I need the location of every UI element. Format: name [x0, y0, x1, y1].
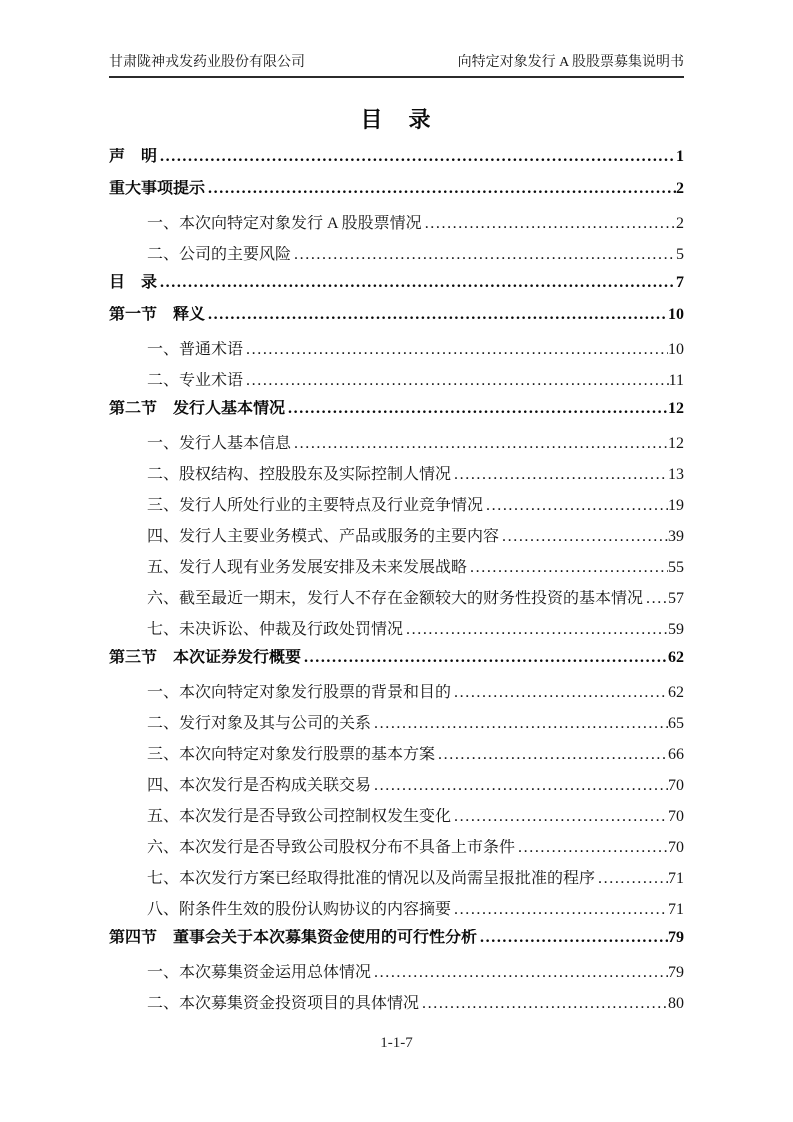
toc-entry-page: 5 — [676, 246, 684, 263]
toc-entry-label: 六、截至最近一期末，发行人不存在金额较大的财务性投资的基本情况 — [147, 590, 644, 607]
toc-leader-dots — [643, 590, 668, 607]
toc-entry — [109, 148, 684, 165]
toc-leader-dots — [422, 215, 676, 232]
toc-entry-label: 二、股权结构、控股股东及实际控制人情况 — [147, 466, 452, 483]
toc-entry-label: 五、发行人现有业务发展安排及未来发展战略 — [147, 559, 468, 576]
toc-entry — [109, 559, 684, 576]
toc-entry-page: 62 — [668, 649, 684, 666]
toc-leader-dots — [291, 246, 676, 263]
toc-entry — [109, 528, 684, 545]
toc-entry-label: 一、发行人基本信息 — [147, 435, 292, 452]
toc-entry-label: 声 明 — [109, 148, 158, 165]
toc-leader-dots — [243, 372, 669, 389]
toc-entry-label: 一、本次向特定对象发行股票的背景和目的 — [147, 684, 452, 701]
toc-leader-dots — [205, 180, 676, 197]
toc-leader-dots — [403, 621, 668, 638]
toc-entry-page: 59 — [668, 621, 684, 638]
toc-leader-dots — [435, 746, 668, 763]
toc-entry-label: 第二节 发行人基本情况 — [109, 400, 286, 417]
toc-entry — [109, 964, 684, 981]
toc-entry-page: 71 — [668, 870, 684, 887]
toc-leader-dots — [595, 870, 668, 887]
toc-entry-page: 55 — [668, 559, 684, 576]
toc-entry — [109, 839, 684, 856]
toc-entry-page: 39 — [668, 528, 684, 545]
toc-entry — [109, 715, 684, 732]
toc-leader-dots — [157, 148, 676, 165]
toc-leader-dots — [371, 715, 668, 732]
toc-entry-label: 八、附条件生效的股份认购协议的内容摘要 — [147, 901, 452, 918]
toc-entry — [109, 649, 684, 666]
toc-entry — [109, 684, 684, 701]
toc-leader-dots — [285, 400, 668, 417]
toc-entry — [109, 995, 684, 1012]
toc-leader-dots — [243, 341, 668, 358]
toc-entry-label: 三、本次向特定对象发行股票的基本方案 — [147, 746, 436, 763]
toc-entry-label: 目 录 — [109, 274, 158, 291]
toc-entry — [109, 306, 684, 323]
toc-entry — [109, 435, 684, 452]
toc-entry-page: 62 — [668, 684, 684, 701]
toc-entry — [109, 746, 684, 763]
toc-entry-page: 12 — [668, 435, 684, 452]
toc-entry-label: 二、专业术语 — [147, 372, 244, 389]
toc-entry-label: 二、发行对象及其与公司的关系 — [147, 715, 372, 732]
toc-leader-dots — [205, 306, 668, 323]
toc-entry-label: 二、本次募集资金投资项目的具体情况 — [147, 995, 420, 1012]
toc-entry — [109, 621, 684, 638]
toc-entry-label: 二、公司的主要风险 — [147, 246, 292, 263]
footer-page-number: 1-1-7 — [380, 1035, 413, 1051]
toc-entry-label: 第三节 本次证券发行概要 — [109, 649, 302, 666]
toc-entry-page: 70 — [668, 839, 684, 856]
toc-entry — [109, 497, 684, 514]
toc-entry-label: 五、本次发行是否导致公司控制权发生变化 — [147, 808, 452, 825]
toc-leader-dots — [301, 649, 668, 666]
toc-list — [109, 148, 684, 1026]
toc-entry — [109, 777, 684, 794]
toc-entry-page: 71 — [668, 901, 684, 918]
toc-entry-label: 三、发行人所处行业的主要特点及行业竞争情况 — [147, 497, 484, 514]
toc-entry-page: 65 — [668, 715, 684, 732]
toc-leader-dots — [467, 559, 668, 576]
toc-leader-dots — [451, 466, 668, 483]
toc-entry — [109, 180, 684, 197]
toc-entry — [109, 341, 684, 358]
toc-entry — [109, 466, 684, 483]
toc-entry-page: 70 — [668, 808, 684, 825]
toc-entry-page: 7 — [676, 274, 684, 291]
toc-entry — [109, 929, 684, 946]
toc-entry-page: 57 — [668, 590, 684, 607]
toc-leader-dots — [477, 929, 668, 946]
toc-entry-label: 一、本次向特定对象发行 A 股股票情况 — [147, 215, 422, 232]
toc-leader-dots — [371, 964, 668, 981]
toc-entry — [109, 246, 684, 263]
toc-entry-page: 13 — [668, 466, 684, 483]
toc-leader-dots — [499, 528, 668, 545]
toc-entry-page: 79 — [668, 929, 684, 946]
toc-leader-dots — [451, 808, 668, 825]
header-company-name: 甘肃陇神戎发药业股份有限公司 — [109, 55, 305, 70]
toc-entry — [109, 215, 684, 232]
toc-leader-dots — [157, 274, 676, 291]
toc-entry-page: 10 — [668, 306, 684, 323]
toc-leader-dots — [515, 839, 668, 856]
toc-entry-label: 四、发行人主要业务模式、产品或服务的主要内容 — [147, 528, 500, 545]
toc-entry-label: 四、本次发行是否构成关联交易 — [147, 777, 372, 794]
toc-entry-page: 66 — [668, 746, 684, 763]
toc-entry-label: 一、普通术语 — [147, 341, 244, 358]
header-doc-title: 向特定对象发行 A 股股票募集说明书 — [457, 55, 684, 70]
toc-entry-label: 一、本次募集资金运用总体情况 — [147, 964, 372, 981]
toc-entry-page: 10 — [668, 341, 684, 358]
toc-leader-dots — [291, 435, 668, 452]
toc-entry — [109, 901, 684, 918]
toc-entry-page: 2 — [676, 180, 684, 197]
toc-entry-page: 1 — [676, 148, 684, 165]
toc-entry — [109, 870, 684, 887]
toc-entry-page: 2 — [676, 215, 684, 232]
toc-entry — [109, 400, 684, 417]
toc-entry-label: 第四节 董事会关于本次募集资金使用的可行性分析 — [109, 929, 478, 946]
toc-entry-page: 12 — [668, 400, 684, 417]
toc-entry-page: 19 — [668, 497, 684, 514]
toc-entry-label: 七、本次发行方案已经取得批准的情况以及尚需呈报批准的程序 — [147, 870, 596, 887]
toc-entry-label: 重大事项提示 — [109, 180, 206, 197]
toc-leader-dots — [419, 995, 668, 1012]
toc-entry-page: 80 — [668, 995, 684, 1012]
toc-entry — [109, 808, 684, 825]
toc-title: 目 录 — [360, 107, 433, 132]
toc-leader-dots — [451, 684, 668, 701]
toc-leader-dots — [483, 497, 668, 514]
toc-leader-dots — [451, 901, 668, 918]
toc-entry-page: 70 — [668, 777, 684, 794]
toc-entry-label: 七、未决诉讼、仲裁及行政处罚情况 — [147, 621, 404, 638]
toc-entry-label: 第一节 释义 — [109, 306, 206, 323]
page-header — [109, 54, 684, 78]
toc-entry-page: 79 — [668, 964, 684, 981]
toc-entry — [109, 274, 684, 291]
toc-entry — [109, 590, 684, 607]
toc-entry-page: 11 — [668, 372, 684, 389]
toc-entry-label: 六、本次发行是否导致公司股权分布不具备上市条件 — [147, 839, 516, 856]
toc-leader-dots — [371, 777, 668, 794]
toc-entry — [109, 372, 684, 389]
